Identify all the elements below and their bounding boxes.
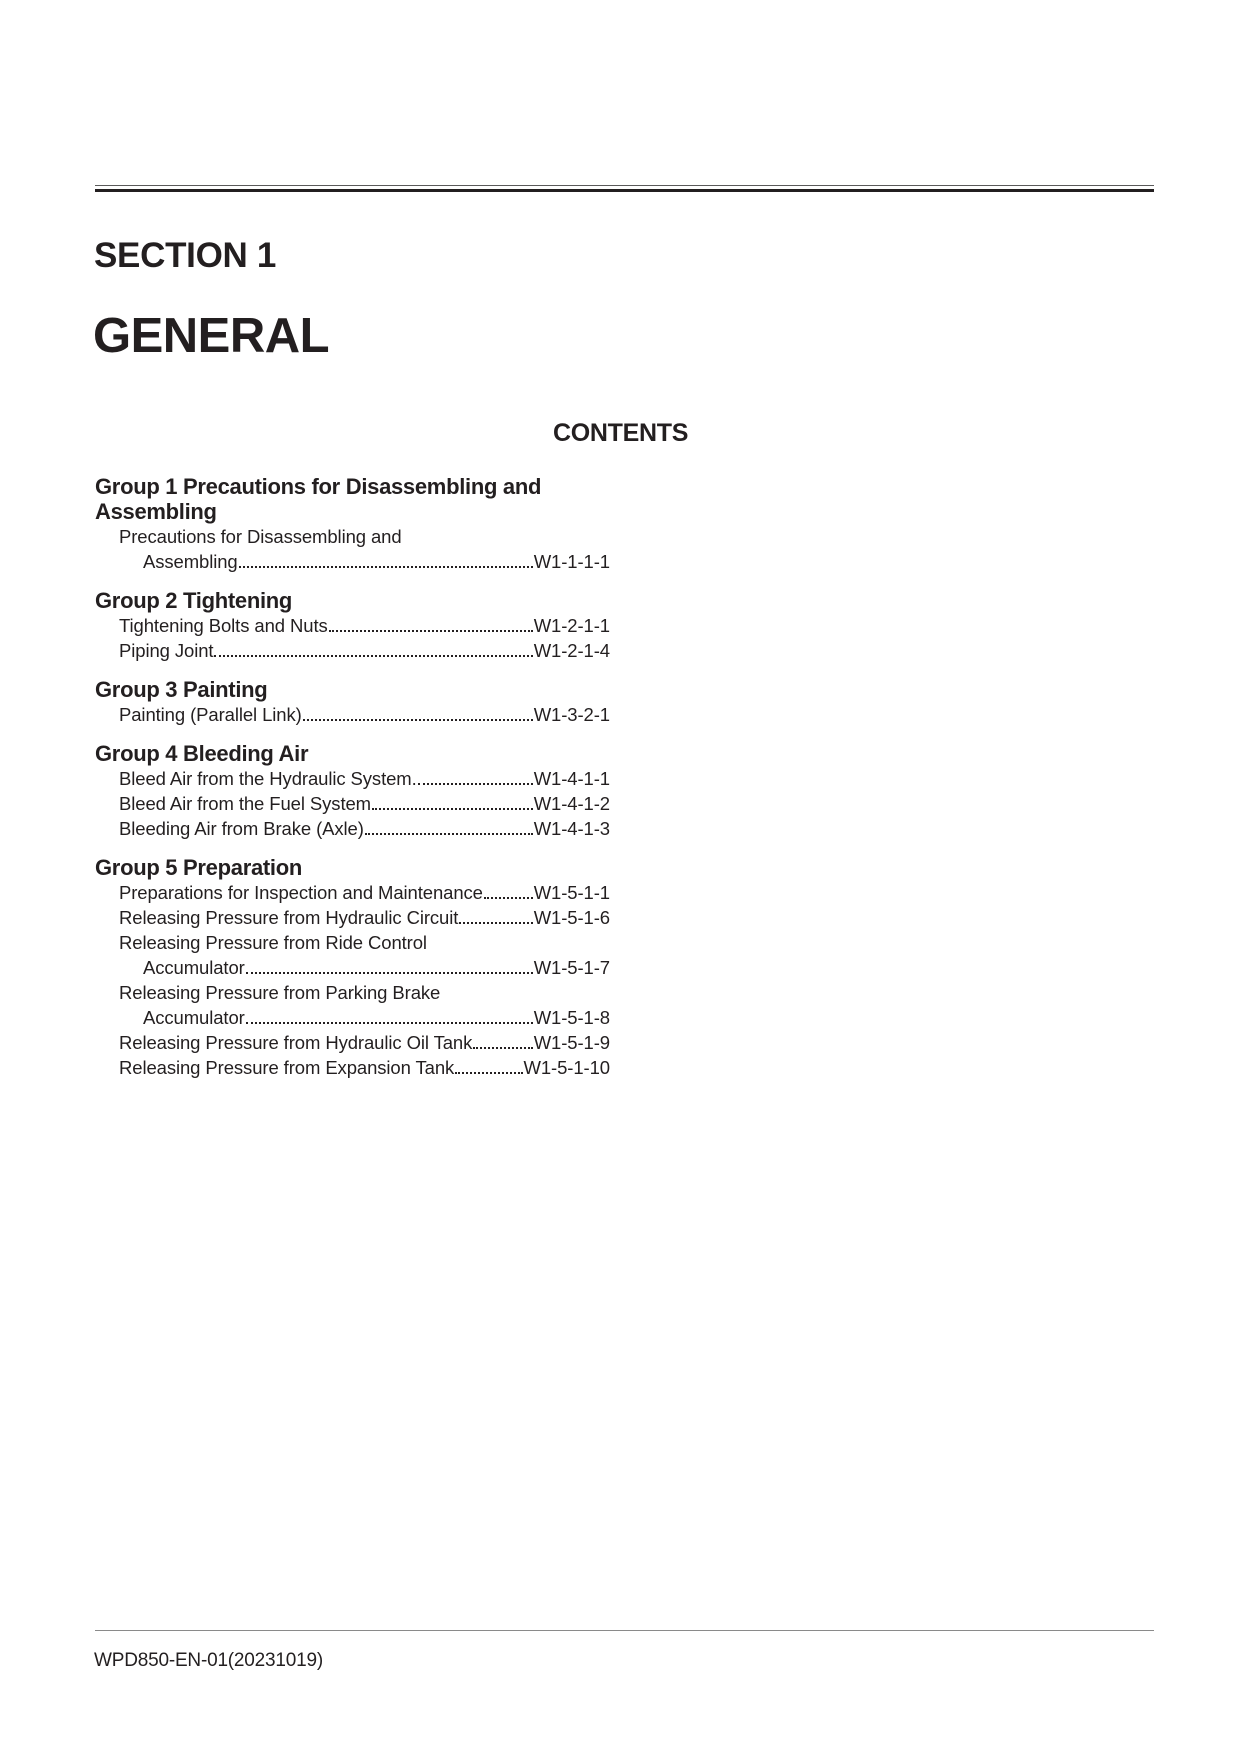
toc-group-3 (95, 677, 610, 727)
toc-entry-label: Accumulator (143, 957, 245, 978)
group-title: Group 1 Precautions for Disassembling and (95, 474, 542, 499)
toc-entry-label: Releasing Pressure from Hydraulic Circuit (119, 907, 459, 928)
dot-leader (473, 1046, 532, 1049)
toc-entry-page: W1-5-1-1 (533, 882, 610, 903)
toc-entry-page: W1-4-1-1 (533, 768, 610, 789)
toc-entry-label-line1[interactable]: Releasing Pressure from Parking Brake (119, 982, 441, 1003)
toc-entry-label: Bleeding Air from Brake (Axle) (119, 818, 364, 839)
toc-group-5 (95, 855, 610, 1080)
toc-entry[interactable] (95, 613, 610, 638)
header-rule-thin (95, 185, 1154, 186)
toc-entry-label: Releasing Pressure from Expansion Tank (119, 1057, 455, 1078)
toc-entry[interactable] (95, 955, 610, 980)
toc-entry-page: W1-4-1-3 (533, 818, 610, 839)
dot-leader (455, 1071, 522, 1074)
toc-entry[interactable] (95, 1005, 610, 1030)
toc-entry[interactable] (95, 638, 610, 663)
toc-entry-label: Accumulator (143, 1007, 245, 1028)
toc-entry[interactable] (95, 1055, 610, 1080)
toc-entry[interactable] (95, 549, 610, 574)
toc-entry-page: W1-5-1-8 (533, 1007, 610, 1028)
table-of-contents (95, 474, 610, 1094)
toc-entry-label: Tightening Bolts and Nuts (119, 615, 328, 636)
footer-rule (95, 1630, 1154, 1631)
toc-group-4 (95, 741, 610, 841)
group-title: Group 3 Painting (95, 677, 268, 702)
toc-entry[interactable] (95, 880, 610, 905)
toc-entry-page: W1-3-2-1 (533, 704, 610, 725)
toc-entry-label: Bleed Air from the Fuel System (119, 793, 371, 814)
toc-entry-page: W1-2-1-4 (533, 640, 610, 661)
document-code: WPD850-EN-01(20231019) (94, 1650, 323, 1671)
dot-leader (459, 921, 532, 924)
toc-entry-label: Bleed Air from the Hydraulic System. (119, 768, 417, 789)
toc-entry-page: W1-1-1-1 (533, 551, 610, 572)
toc-entry[interactable] (95, 905, 610, 930)
group-title: Group 5 Preparation (95, 855, 303, 880)
toc-group-1 (95, 474, 610, 574)
dot-leader (329, 629, 533, 632)
toc-entry-label: Painting (Parallel Link) (119, 704, 302, 725)
dot-leader (214, 654, 532, 657)
section-title: GENERAL (93, 309, 330, 363)
toc-entry-label-line1[interactable]: Releasing Pressure from Ride Control (119, 932, 427, 953)
group-title-continued: Assembling (95, 499, 217, 524)
toc-entry-label: Releasing Pressure from Hydraulic Oil Tank (119, 1032, 473, 1053)
toc-entry[interactable] (95, 791, 610, 816)
section-number: SECTION 1 (94, 236, 277, 275)
toc-entry[interactable] (95, 816, 610, 841)
toc-entry-label: Preparations for Inspection and Maintenance (119, 882, 483, 903)
toc-group-2 (95, 588, 610, 663)
toc-entry-page: W1-5-1-6 (533, 907, 610, 928)
dot-leader (239, 565, 533, 568)
dot-leader (246, 971, 533, 974)
toc-entry-page: W1-5-1-9 (533, 1032, 610, 1053)
toc-entry-page: W1-5-1-10 (523, 1057, 610, 1078)
toc-entry[interactable] (95, 766, 610, 791)
toc-entry-page: W1-2-1-1 (533, 615, 610, 636)
contents-heading: CONTENTS (553, 419, 689, 447)
dot-leader (365, 832, 533, 835)
toc-entry-label: Assembling (143, 551, 238, 572)
toc-entry[interactable] (95, 702, 610, 727)
header-rule-thick (95, 189, 1154, 192)
dot-leader (303, 718, 533, 721)
toc-entry-label-line1[interactable]: Precautions for Disassembling and (119, 526, 402, 547)
toc-entry[interactable] (95, 1030, 610, 1055)
dot-leader (246, 1021, 533, 1024)
toc-entry-page: W1-5-1-7 (533, 957, 610, 978)
toc-entry-label: Piping Joint (119, 640, 214, 661)
group-title: Group 2 Tightening (95, 588, 293, 613)
group-title: Group 4 Bleeding Air (95, 741, 309, 766)
dot-leader (484, 896, 533, 899)
dot-leader (418, 782, 533, 785)
toc-entry-page: W1-4-1-2 (533, 793, 610, 814)
dot-leader (372, 807, 533, 810)
